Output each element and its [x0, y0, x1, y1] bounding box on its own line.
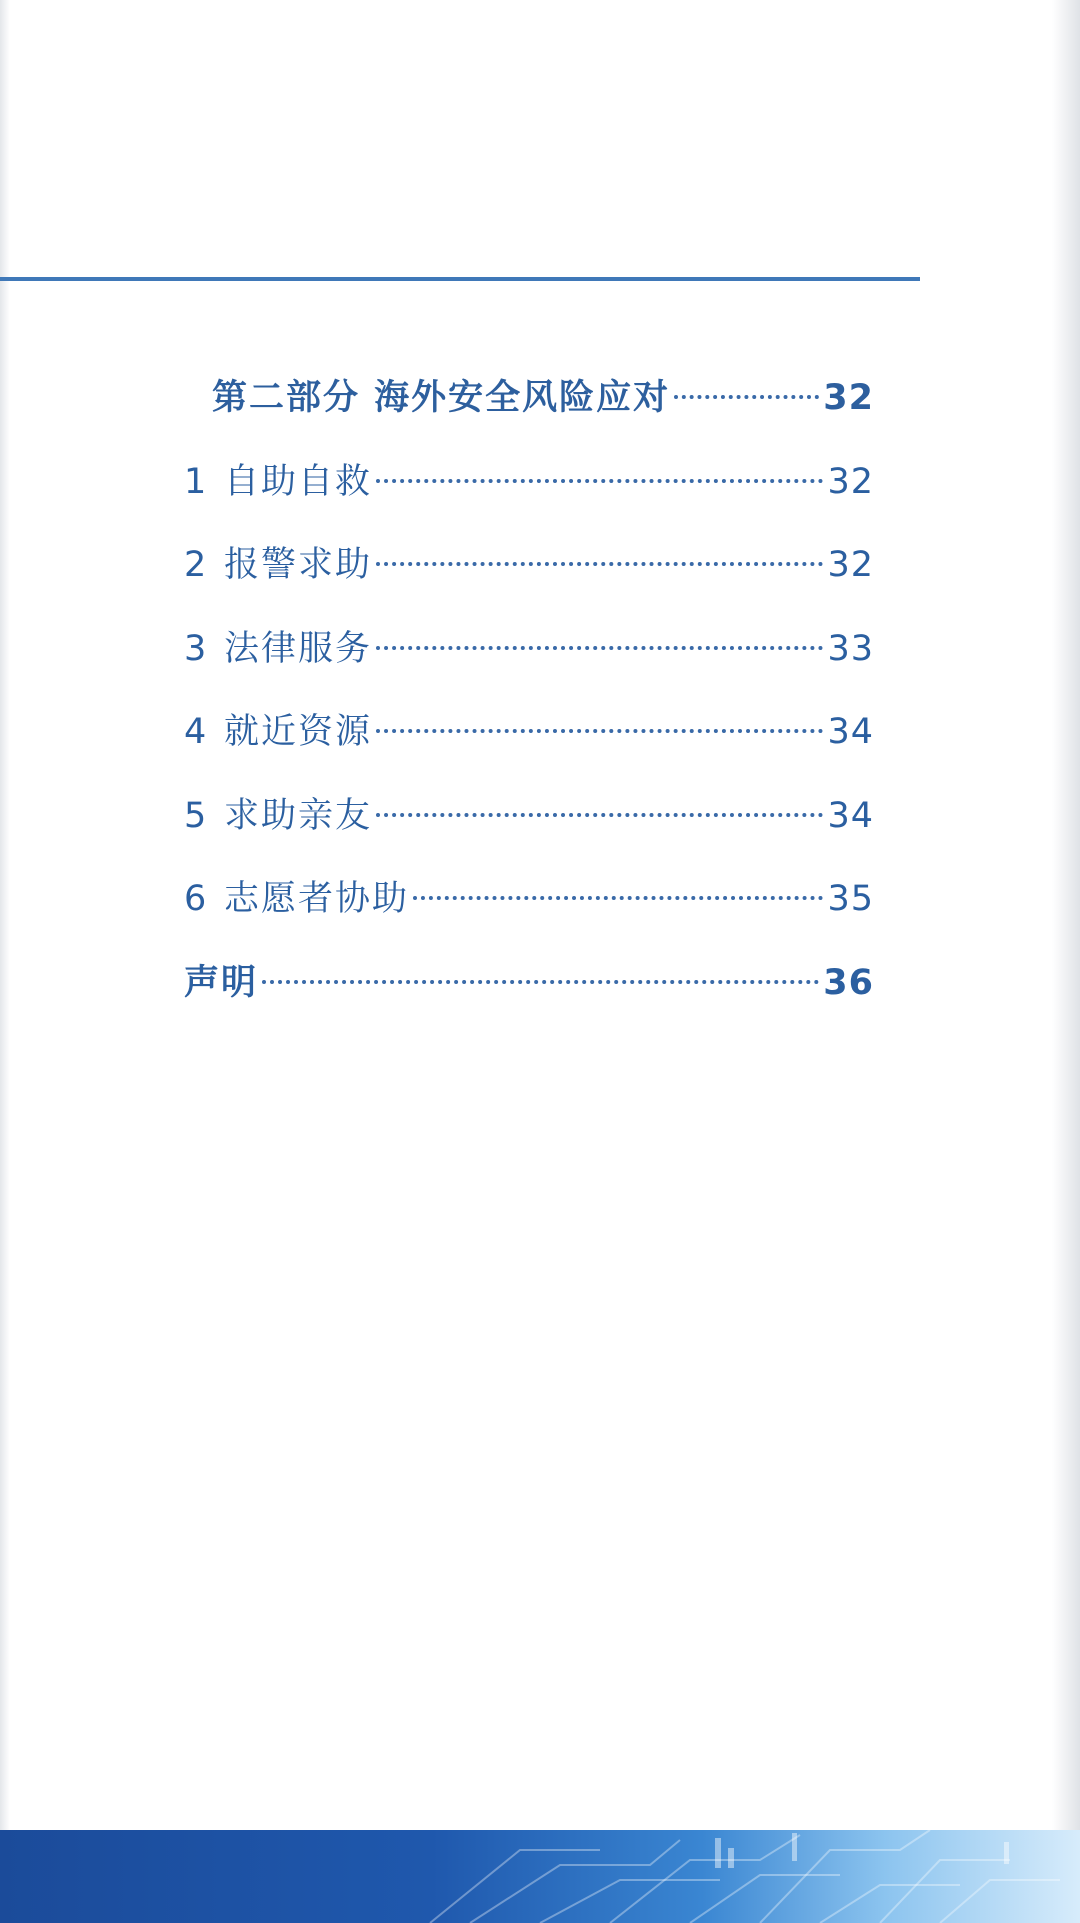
toc-item-number: 5 [184, 795, 207, 836]
toc-dot-leader [262, 980, 819, 984]
toc-item-4[interactable] [184, 704, 874, 788]
toc-item-number: 1 [184, 461, 207, 502]
toc-item-title: 自助自救 [224, 461, 373, 502]
toc-page-number: 32 [827, 461, 874, 502]
toc-item-2[interactable] [184, 537, 874, 621]
toc-item-5[interactable] [184, 788, 874, 872]
toc-page-number: 34 [827, 712, 874, 752]
header-divider-line [0, 277, 920, 281]
toc-statement[interactable] [184, 955, 874, 1039]
toc-dot-leader [376, 813, 823, 817]
toc-page-number: 33 [827, 628, 874, 669]
toc-item-title: 志愿者协助 [224, 879, 410, 919]
toc-page-number: 32 [827, 545, 874, 585]
toc-item-number: 6 [184, 879, 207, 919]
toc-page-number: 36 [823, 962, 874, 1003]
toc-item-1[interactable] [184, 454, 874, 538]
circuit-pattern-graphic [0, 1830, 1080, 1923]
toc-page-number: 34 [827, 795, 874, 836]
toc-dot-leader [674, 395, 819, 399]
toc-dot-leader [376, 729, 823, 733]
toc-page-number: 32 [823, 378, 874, 418]
page-edge-shadow-right [1052, 0, 1080, 1830]
footer-decorative-band [0, 1830, 1080, 1923]
toc-item-3[interactable] [184, 621, 874, 705]
toc-statement-title: 声明 [184, 962, 259, 1003]
toc-item-6[interactable] [184, 871, 874, 955]
toc-item-title: 报警求助 [224, 545, 373, 585]
toc-item-title: 求助亲友 [224, 795, 373, 836]
toc-item-number: 2 [184, 545, 207, 585]
toc-dot-leader [376, 562, 823, 566]
toc-item-number: 3 [184, 628, 207, 669]
toc-dot-leader [376, 479, 823, 483]
toc-page-number: 35 [827, 879, 874, 919]
toc-item-title: 就近资源 [224, 712, 373, 752]
toc-part-heading[interactable] [184, 370, 874, 454]
page-edge-shadow-left [0, 0, 10, 1830]
table-of-contents [184, 370, 874, 1038]
toc-part-title: 第二部分 海外安全风险应对 [212, 378, 671, 418]
toc-item-number: 4 [184, 712, 207, 752]
toc-item-title: 法律服务 [224, 628, 373, 669]
toc-dot-leader [413, 896, 823, 900]
toc-dot-leader [376, 646, 823, 650]
